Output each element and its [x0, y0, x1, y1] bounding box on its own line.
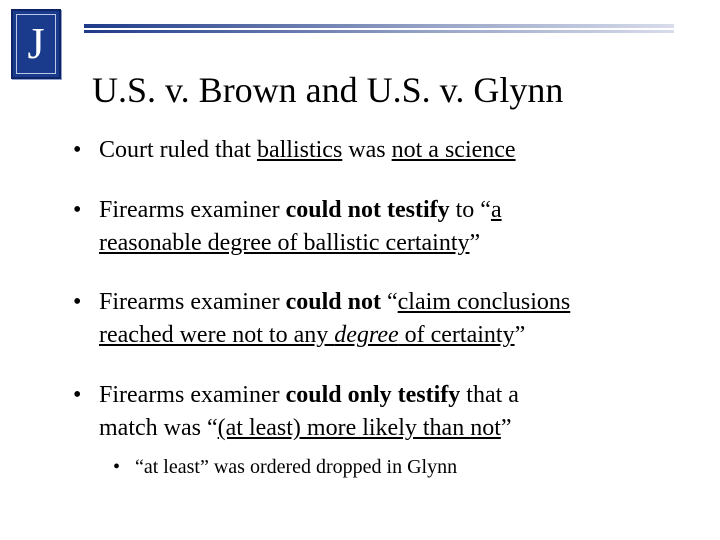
- slide-title: U.S. v. Brown and U.S. v. Glynn: [92, 70, 564, 110]
- bold-text: could not testify: [285, 197, 450, 223]
- sub-bullet-text: “at least” was ordered dropped in Glynn: [135, 456, 458, 478]
- text-run: was: [342, 137, 392, 163]
- text-run: ”: [500, 415, 512, 441]
- underlined-text: (at least) more likely than not: [217, 415, 501, 441]
- text-run: match was “: [99, 415, 218, 441]
- text-run: of certainty: [398, 322, 515, 348]
- logo: [11, 9, 61, 79]
- text-run: Firearms examiner: [99, 197, 286, 223]
- logo-letter: J: [27, 19, 45, 68]
- bullet-text-line-2: [99, 227, 480, 259]
- text-run: reached were not to any: [99, 322, 335, 348]
- text-run: Court ruled that: [99, 137, 257, 163]
- underlined-text: not a science: [391, 137, 516, 163]
- bullet-text: [99, 134, 516, 166]
- bullet-marker: •: [73, 137, 82, 163]
- text-run: ”: [514, 322, 526, 348]
- header-rule: [84, 24, 674, 34]
- underlined-text: [99, 322, 515, 348]
- text-run: Firearms examiner: [99, 382, 286, 408]
- text-run: to “: [449, 197, 491, 223]
- text-run: Firearms examiner: [99, 289, 286, 315]
- bold-text: could not: [285, 289, 381, 315]
- bullet-text-line-2: [99, 319, 525, 351]
- text-run: ”: [469, 230, 481, 256]
- text-run: that a: [460, 382, 519, 408]
- bullet-marker: •: [73, 382, 82, 408]
- bullet-marker: •: [73, 197, 82, 223]
- bullet-text-line-2: [99, 412, 512, 444]
- sub-bullet-marker: •: [113, 456, 121, 478]
- italic-text: degree: [334, 322, 399, 348]
- text-run: “: [380, 289, 398, 315]
- bold-text: could only testify: [285, 382, 461, 408]
- underlined-text: reasonable degree of ballistic certainty: [99, 230, 470, 256]
- bullet-marker: •: [73, 289, 82, 315]
- bullet-text: [99, 286, 570, 318]
- underlined-text: claim conclusions: [397, 289, 571, 315]
- bullet-text: [99, 379, 519, 411]
- underlined-text: ballistics: [256, 137, 343, 163]
- bullet-text: [99, 194, 502, 226]
- underlined-text: a: [490, 197, 502, 223]
